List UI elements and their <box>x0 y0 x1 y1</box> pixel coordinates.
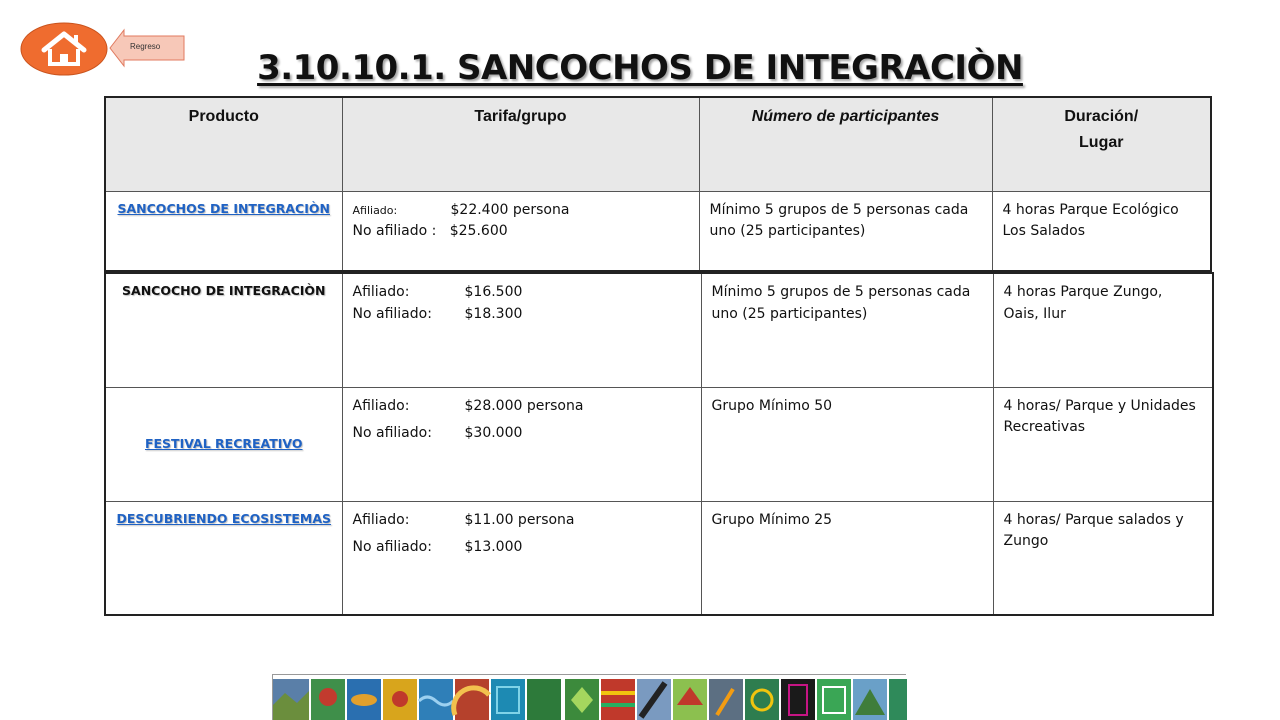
noafiliado-value: $13.000 <box>464 539 523 556</box>
table-row <box>105 387 1213 501</box>
afiliado-label: Afiliado: <box>352 203 398 217</box>
duracion-cell: 4 horas Parque Zungo, Oais, Ilur <box>993 273 1213 387</box>
leaf-icon <box>527 679 561 720</box>
noafiliado-label: No afiliado: <box>352 305 432 322</box>
header-row <box>105 97 1211 191</box>
afiliado-label: Afiliado: <box>352 397 410 414</box>
table-row <box>105 273 1213 387</box>
product-link-descubriendo[interactable]: DESCUBRIENDO ECOSISTEMAS <box>105 501 342 615</box>
pricing-table <box>104 272 1214 616</box>
noafiliado-label: No afiliado: <box>352 425 432 442</box>
decorative-icon-strip <box>272 674 906 720</box>
stripes-icon <box>601 679 635 720</box>
product-link-sancochos[interactable]: SANCOCHOS DE INTEGRACIÒN <box>105 191 342 271</box>
header-tarifa: Tarifa/grupo <box>342 97 699 191</box>
participantes-cell: Grupo Mínimo 25 <box>701 501 993 615</box>
afiliado-label: Afiliado: <box>352 511 410 528</box>
noafiliado-value: $30.000 <box>464 425 523 442</box>
tarifa-cell <box>342 273 701 387</box>
noafiliado-label: No afiliado: <box>352 539 432 556</box>
product-sancocho: SANCOCHO DE INTEGRACIÒN <box>105 273 342 387</box>
tarifa-cell <box>342 191 699 271</box>
afiliado-label: Afiliado: <box>352 284 410 300</box>
sun-icon <box>455 679 489 720</box>
header-duracion <box>992 97 1211 191</box>
participantes-cell: Grupo Mínimo 50 <box>701 387 993 501</box>
header-duracion-line1: Duración/ <box>1064 108 1139 125</box>
page-title: 3.10.10.1. SANCOCHOS DE INTEGRACIÒN <box>257 48 1023 88</box>
header-duracion-line2: Lugar <box>1079 134 1124 151</box>
header-participantes: Número de participantes <box>699 97 992 191</box>
header-producto: Producto <box>105 97 342 191</box>
noafiliado-value: $18.300 <box>464 305 523 322</box>
afiliado-value: $22.400 persona <box>450 201 570 218</box>
afiliado-value: $16.500 <box>464 284 523 300</box>
duracion-cell: 4 horas Parque Ecológico Los Salados <box>992 191 1211 271</box>
duracion-cell: 4 horas/ Parque salados y Zungo <box>993 501 1213 615</box>
product-link-festival[interactable]: FESTIVAL RECREATIVO <box>105 387 342 501</box>
table-row <box>105 501 1213 615</box>
afiliado-value: $28.000 persona <box>464 397 584 414</box>
noafiliado-value: $25.600 <box>449 223 508 240</box>
noafiliado-label: No afiliado : <box>352 223 437 240</box>
participantes-cell: Mínimo 5 grupos de 5 personas cada uno (25 participantes) <box>701 273 993 387</box>
afiliado-value: $11.00 persona <box>464 511 575 528</box>
duracion-cell: 4 horas/ Parque y Unidades Recreativas <box>993 387 1213 501</box>
plant-icon <box>889 679 907 720</box>
mosaic-icons <box>273 675 907 720</box>
back-label: Regreso <box>130 42 161 51</box>
pricing-table-header <box>104 96 1212 272</box>
tarifa-cell <box>342 387 701 501</box>
table-row <box>105 191 1211 271</box>
circle-pattern-icon <box>745 679 779 720</box>
tarifa-cell <box>342 501 701 615</box>
participantes-cell: Mínimo 5 grupos de 5 personas cada uno (25 participantes) <box>699 191 992 271</box>
